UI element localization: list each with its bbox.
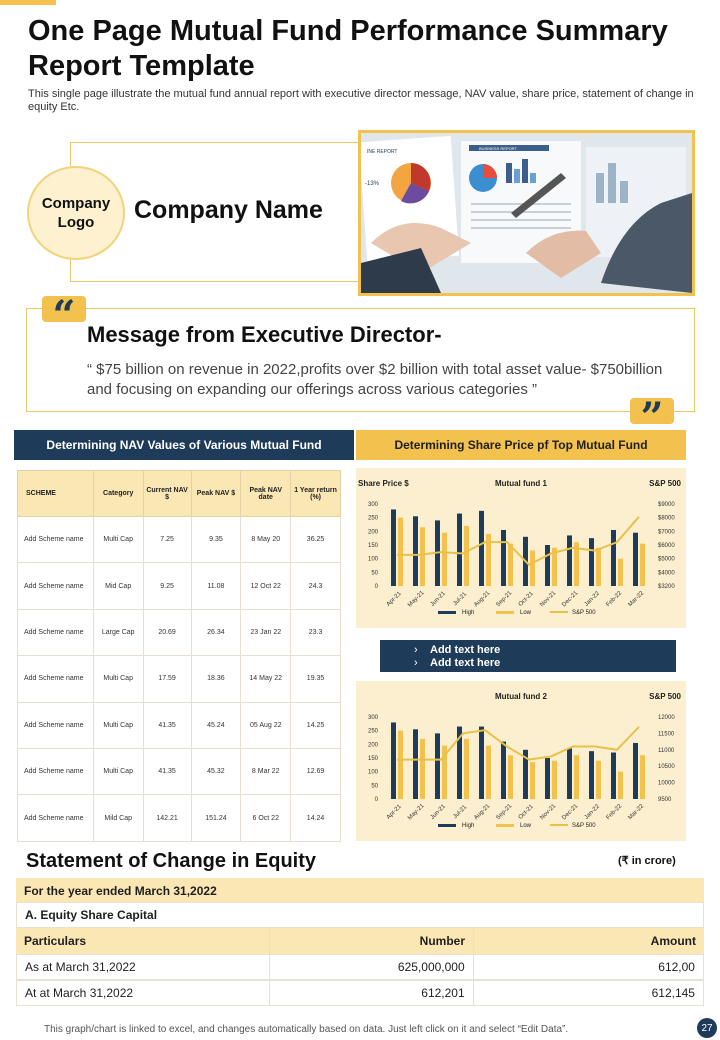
bar-high: [435, 733, 440, 799]
equity-row-label: At at March 31,2022: [17, 981, 270, 1005]
chart-title: Mutual fund 2: [495, 692, 547, 701]
legend-low-swatch: [496, 824, 514, 827]
current-nav-cell: 17.59: [143, 656, 191, 702]
bar-high: [611, 530, 616, 586]
scheme-cell: Add Scheme name: [18, 609, 94, 655]
peak-date-cell: 23 Jan 22: [241, 609, 291, 655]
y-tick-label: 100: [367, 769, 378, 776]
legend-high-swatch: [438, 824, 456, 827]
peak-date-cell: 14 May 22: [241, 656, 291, 702]
col-peak-nav-date: Peak NAV date: [241, 471, 291, 517]
table-row: [18, 702, 341, 748]
bar-low: [574, 755, 579, 799]
x-tick-label: Feb-22: [605, 590, 624, 609]
y-tick-label: 250: [367, 515, 378, 522]
bar-low: [530, 550, 535, 586]
bar-high: [501, 530, 506, 586]
sp500-line: [397, 517, 639, 565]
return-cell: 23.3: [291, 609, 341, 655]
return-cell: 24.3: [291, 563, 341, 609]
y2-tick-label: 12000: [658, 715, 675, 721]
y2-tick-label: $5000: [658, 556, 675, 563]
category-cell: Mild Cap: [93, 795, 143, 841]
bar-low: [508, 755, 513, 799]
equity-row-amount: 612,145: [651, 986, 695, 1000]
photo-report-label: INE REPORT: [367, 149, 398, 155]
category-cell: Multi Cap: [93, 702, 143, 748]
y-tick-label: 100: [367, 556, 378, 563]
x-tick-label: Apr-21: [385, 803, 403, 821]
bar-low: [398, 518, 403, 586]
bar-low: [442, 533, 447, 586]
y2-tick-label: 11500: [658, 731, 675, 738]
y2-tick-label: $8000: [658, 515, 675, 522]
current-nav-cell: 20.69: [143, 609, 191, 655]
current-nav-cell: 9.25: [143, 563, 191, 609]
top-accent-bar: [0, 0, 56, 5]
bar-high: [545, 758, 550, 799]
scheme-cell: Add Scheme name: [18, 563, 94, 609]
bar-low: [508, 544, 513, 586]
message-title: Message from Executive Director-: [87, 322, 442, 347]
bar-high: [413, 729, 418, 799]
scheme-cell: Add Scheme name: [18, 656, 94, 702]
peak-nav-cell: 18.36: [191, 656, 241, 702]
bar-high: [413, 516, 418, 586]
x-tick-label: Jun-21: [429, 590, 447, 608]
bar-high: [391, 722, 396, 799]
x-tick-label: Jun-21: [429, 803, 447, 821]
y-tick-label: 250: [367, 728, 378, 735]
return-cell: 12.69: [291, 748, 341, 794]
bar-high: [589, 751, 594, 799]
peak-date-cell: 05 Aug 22: [241, 702, 291, 748]
x-tick-label: May-21: [407, 590, 426, 609]
bar-low: [486, 746, 491, 799]
x-tick-label: Aug-21: [473, 803, 492, 822]
legend-high-label: High: [462, 823, 475, 829]
equity-section-row: [16, 902, 704, 928]
y2-tick-label: $7000: [658, 529, 675, 536]
page-subtitle: This single page illustrate the mutual fund annual report with executive director message, NAV value, share price, statement of change in equity Etc.: [28, 88, 694, 113]
x-tick-label: Jul-21: [452, 804, 469, 821]
equity-header-row: [16, 928, 704, 954]
bar-low: [618, 559, 623, 586]
legend-sp500-label: S&P 500: [572, 610, 596, 616]
current-nav-cell: 7.25: [143, 517, 191, 563]
return-cell: 14.25: [291, 702, 341, 748]
x-tick-label: Oct-21: [517, 590, 535, 608]
x-tick-label: Nov-21: [539, 803, 558, 822]
table-row: [18, 795, 341, 841]
bar-low: [596, 761, 601, 799]
table-row: [18, 656, 341, 702]
current-nav-cell: 41.35: [143, 702, 191, 748]
logo-line-1: Company: [41, 195, 111, 212]
equity-period-row: [16, 878, 704, 904]
business-report-photo: [358, 130, 695, 296]
nav-table: [17, 470, 341, 842]
current-nav-cell: 142.21: [143, 795, 191, 841]
bar-high: [457, 514, 462, 586]
y-axis-label: Share Price $: [358, 479, 409, 488]
peak-date-cell: 12 Oct 22: [241, 563, 291, 609]
share-section-heading: Determining Share Price pf Top Mutual Fund: [356, 430, 686, 460]
y-tick-label: 50: [371, 783, 378, 790]
chart-title: Mutual fund 1: [495, 479, 547, 488]
add-text-item: › Add text here: [414, 644, 501, 656]
bar-low: [618, 772, 623, 799]
y-tick-label: 0: [374, 584, 378, 590]
bar-high: [633, 743, 638, 799]
peak-date-cell: 6 Oct 22: [241, 795, 291, 841]
category-cell: Multi Cap: [93, 517, 143, 563]
table-row: [18, 563, 341, 609]
close-quote-icon: ”: [630, 398, 674, 424]
y-tick-label: 300: [367, 715, 378, 721]
x-tick-label: Dec-21: [561, 803, 580, 822]
col-particulars: Particulars: [16, 928, 270, 954]
page-number: 27: [697, 1018, 717, 1038]
x-tick-label: Jan-22: [583, 803, 601, 821]
table-row: [18, 609, 341, 655]
company-logo: [27, 166, 125, 260]
category-cell: Multi Cap: [93, 748, 143, 794]
company-name: Company Name: [134, 196, 323, 224]
return-cell: 14.24: [291, 795, 341, 841]
x-tick-label: Aug-21: [473, 590, 492, 609]
y2-tick-label: $3200: [658, 584, 675, 590]
chevron-right-icon: ›: [414, 644, 418, 656]
add-text-box: [380, 640, 676, 672]
col-current-nav: Current NAV $: [143, 471, 191, 517]
y-tick-label: 50: [371, 570, 378, 577]
x-tick-label: Mar-22: [627, 590, 646, 609]
equity-row-label: As at March 31,2022: [17, 955, 270, 979]
equity-unit: (₹ in crore): [618, 855, 676, 867]
y2-tick-label: $9000: [658, 502, 675, 508]
bar-high: [567, 748, 572, 799]
table-row: [18, 517, 341, 563]
table-row: [16, 980, 704, 1006]
photo-report-banner: BUSINESS REPORT: [479, 146, 517, 151]
open-quote-icon: “: [42, 296, 86, 322]
equity-section-label: A. Equity Share Capital: [25, 908, 158, 922]
x-tick-label: Nov-21: [539, 590, 558, 609]
y2-axis-label: S&P 500: [649, 692, 681, 701]
table-row: [16, 954, 704, 980]
mutual-fund-1-chart: [356, 468, 686, 628]
bar-high: [391, 509, 396, 586]
nav-table-header: [18, 471, 341, 517]
category-cell: Mid Cap: [93, 563, 143, 609]
bar-high: [479, 511, 484, 586]
nav-section-heading: Determining NAV Values of Various Mutual Fund: [14, 430, 354, 460]
bar-high: [567, 535, 572, 586]
legend-low-label: Low: [520, 610, 532, 616]
add-text-item: › Add text here: [414, 657, 501, 669]
sp500-line: [397, 727, 639, 760]
bar-high: [633, 533, 638, 586]
x-tick-label: Sep-21: [495, 590, 514, 609]
col-scheme: SCHEME: [18, 471, 94, 517]
x-tick-label: May-21: [407, 803, 426, 822]
bar-low: [596, 548, 601, 586]
category-cell: Multi Cap: [93, 656, 143, 702]
bar-low: [552, 761, 557, 799]
photo-percent: -13%: [365, 181, 380, 187]
peak-date-cell: 8 Mar 22: [241, 748, 291, 794]
col-number: Number: [270, 928, 474, 954]
current-nav-cell: 41.35: [143, 748, 191, 794]
bar-high: [545, 545, 550, 586]
x-tick-label: Mar-22: [627, 803, 646, 822]
x-tick-label: Apr-21: [385, 590, 403, 608]
y-tick-label: 200: [367, 529, 378, 536]
peak-nav-cell: 45.32: [191, 748, 241, 794]
peak-nav-cell: 45.24: [191, 702, 241, 748]
category-cell: Large Cap: [93, 609, 143, 655]
legend-low-swatch: [496, 611, 514, 614]
x-tick-label: Jul-21: [452, 591, 469, 608]
equity-row-amount: 612,00: [658, 960, 695, 974]
col-year-return: 1 Year return (%): [291, 471, 341, 517]
scheme-cell: Add Scheme name: [18, 795, 94, 841]
page-title: One Page Mutual Fund Performance Summary Report Template: [28, 15, 668, 82]
scheme-cell: Add Scheme name: [18, 517, 94, 563]
col-category: Category: [93, 471, 143, 517]
bar-low: [420, 739, 425, 799]
bar-low: [398, 731, 403, 799]
peak-nav-cell: 151.24: [191, 795, 241, 841]
bar-high: [501, 742, 506, 799]
legend-high-swatch: [438, 611, 456, 614]
legend-high-label: High: [462, 610, 475, 616]
y2-tick-label: $4000: [658, 570, 675, 577]
legend-sp500-label: S&P 500: [572, 823, 596, 829]
message-text: “ $75 billion on revenue in 2022,profits over $2 billion with total asset value- $750billion and focusing on expanding our offerings across various categories ”: [87, 361, 663, 398]
equity-period: For the year ended March 31,2022: [24, 884, 217, 898]
return-cell: 36.25: [291, 517, 341, 563]
bar-high: [479, 727, 484, 799]
y2-tick-label: 9500: [658, 797, 672, 803]
bar-low: [420, 527, 425, 586]
table-row: [18, 748, 341, 794]
x-tick-label: Feb-22: [605, 803, 624, 822]
footer-note: This graph/chart is linked to excel, and changes automatically based on data. Just left click on it and select “Edit Data”.: [44, 1024, 569, 1035]
x-tick-label: Dec-21: [561, 590, 580, 609]
equity-row-number: 625,000,000: [270, 955, 473, 979]
y-tick-label: 150: [367, 756, 378, 762]
y-tick-label: 0: [374, 797, 378, 803]
scheme-cell: Add Scheme name: [18, 702, 94, 748]
x-tick-label: Oct-21: [517, 803, 535, 821]
legend-low-label: Low: [520, 823, 532, 829]
y2-tick-label: $6000: [658, 543, 675, 549]
peak-nav-cell: 26.34: [191, 609, 241, 655]
chevron-right-icon: ›: [414, 657, 418, 669]
y2-tick-label: 10000: [658, 780, 675, 787]
peak-nav-cell: 9.35: [191, 517, 241, 563]
logo-line-2: Logo: [57, 214, 95, 231]
y2-axis-label: S&P 500: [649, 479, 681, 488]
bar-low: [640, 755, 645, 799]
mutual-fund-2-chart-panel: [356, 681, 686, 841]
bar-high: [589, 538, 594, 586]
bar-low: [464, 739, 469, 799]
peak-nav-cell: 11.08: [191, 563, 241, 609]
col-peak-nav: Peak NAV $: [191, 471, 241, 517]
bar-low: [464, 526, 469, 586]
mutual-fund-1-chart-panel: [356, 468, 686, 628]
mutual-fund-2-chart: [356, 681, 686, 841]
bar-high: [611, 753, 616, 799]
bar-low: [640, 544, 645, 586]
y2-tick-label: 10500: [658, 764, 675, 771]
y-tick-label: 150: [367, 543, 378, 549]
y2-tick-label: 11000: [658, 747, 675, 754]
y-tick-label: 300: [367, 502, 378, 508]
x-tick-label: Sep-21: [495, 803, 514, 822]
return-cell: 19.35: [291, 656, 341, 702]
scheme-cell: Add Scheme name: [18, 748, 94, 794]
bar-low: [530, 762, 535, 799]
x-tick-label: Jan-22: [583, 590, 601, 608]
equity-row-number: 612,201: [270, 981, 473, 1005]
equity-title: Statement of Change in Equity: [26, 850, 317, 872]
col-amount: Amount: [650, 934, 696, 948]
y-tick-label: 200: [367, 742, 378, 749]
peak-date-cell: 8 May 20: [241, 517, 291, 563]
